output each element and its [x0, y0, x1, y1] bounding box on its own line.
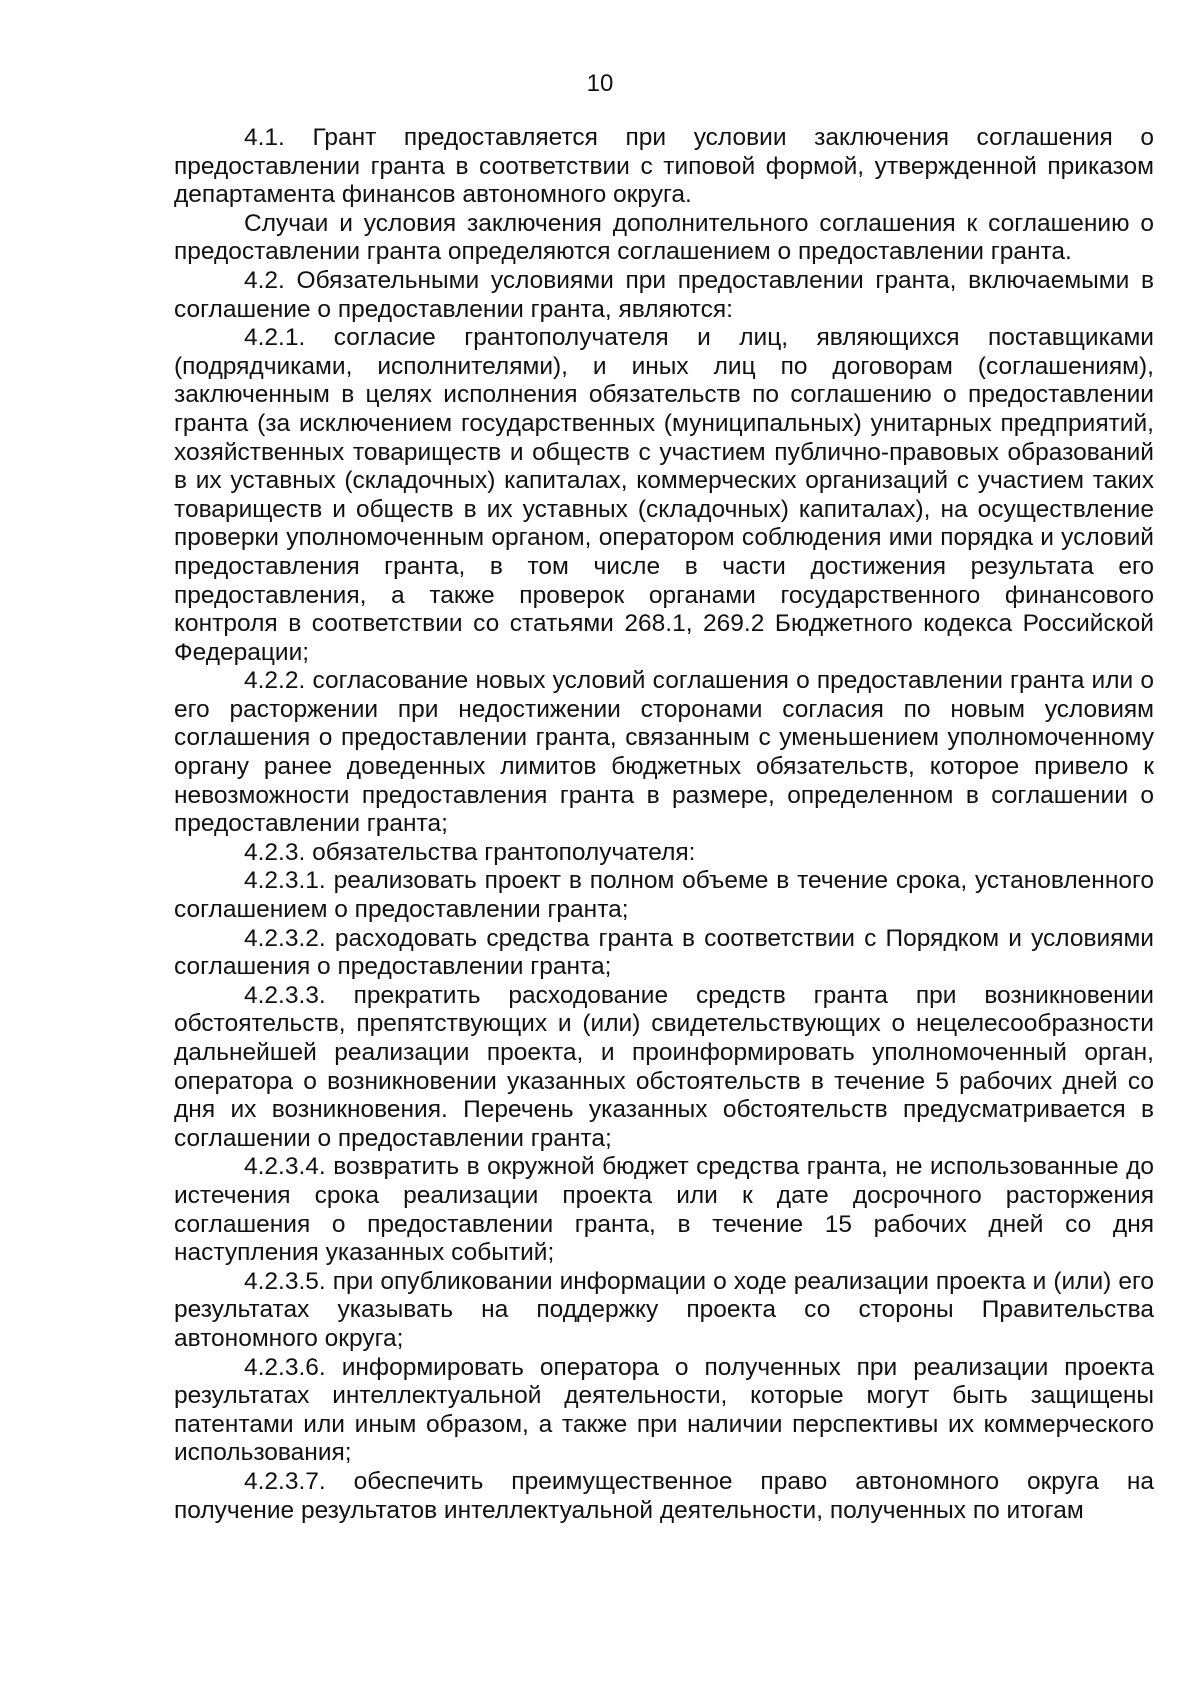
paragraph-4-2-3-3: 4.2.3.3. прекратить расходование средств гранта при возникновении обстоятельств, препятствующих и (или) свидетельствующих о нецелесообразности дальнейшей реализации проекта, и проинформировать уполномоченный орган, оператора о возникновении указанных обстоятельств в течение 5 рабочих дней со дня их возникновения. Перечень указанных обстоятельств предусматривается в соглашении о предоставлении гранта; — [174, 981, 1154, 1152]
paragraph-4-2-3-6: 4.2.3.6. информировать оператора о полученных при реализации проекта результатах интеллектуальной деятельности, которые могут быть защищены патентами или иным образом, а также при наличии перспективы их коммерческого использования; — [174, 1353, 1154, 1467]
paragraph-4-2: 4.2. Обязательными условиями при предоставлении гранта, включаемыми в соглашение о предоставлении гранта, являются: — [174, 266, 1154, 323]
paragraph-4-2-3-5: 4.2.3.5. при опубликовании информации о ходе реализации проекта и (или) его результатах указывать на поддержку проекта со стороны Правительства автономного округа; — [174, 1267, 1154, 1352]
paragraph-4-2-3-7: 4.2.3.7. обеспечить преимущественное право автономного округа на получение результатов интеллектуальной деятельности, полученных по итогам — [174, 1467, 1154, 1524]
paragraph-4-2-1: 4.2.1. согласие грантополучателя и лиц, являющихся поставщиками (подрядчиками, исполнителями), и иных лиц по договорам (соглашениям), заключенным в целях исполнения обязательств по соглашению о предоставлении гранта (за исключением государственных (муниципальных) унитарных предприятий, хозяйственных товариществ и обществ с участием публично-правовых образований в их уставных (складочных) капиталах, коммерческих организаций с участием таких товариществ и обществ в их уставных (складочных) капиталах), на осуществление проверки уполномоченным органом, оператором соблюдения ими порядка и условий предоставления гранта, в том числе в части достижения результата его предоставления, а также проверок органами государственного финансового контроля в соответствии со статьями 268.1, 269.2 Бюджетного кодекса Российской Федерации; — [174, 324, 1154, 666]
paragraph-4-2-3-1: 4.2.3.1. реализовать проект в полном объеме в течение срока, установленного соглашением о предоставлении гранта; — [174, 867, 1154, 924]
paragraph-4-2-3: 4.2.3. обязательства грантополучателя: — [244, 838, 696, 866]
paragraph-4-1: 4.1. Грант предоставляется при условии заключения соглашения о предоставлении гранта в соответствии с типовой формой, утвержденной приказом департамента финансов автономного округа. — [174, 124, 1154, 209]
page-number: 10 — [586, 70, 614, 97]
paragraph-4-2-2: 4.2.2. согласование новых условий соглашения о предоставлении гранта или о его расторжении при недостижении сторонами согласия по новым условиям соглашения о предоставлении гранта, связанным с уменьшением уполномоченному органу ранее доведенных лимитов бюджетных обязательств, которое привело к невозможности предоставления гранта в размере, определенном в соглашении о предоставлении гранта; — [174, 667, 1154, 838]
paragraph-4-2-3-2: 4.2.3.2. расходовать средства гранта в соответствии с Порядком и условиями соглашения о предоставлении гранта; — [174, 924, 1154, 981]
paragraph-additional-agreement: Случаи и условия заключения дополнительного соглашения к соглашению о предоставлении гранта определяются соглашением о предоставлении гранта. — [174, 209, 1154, 266]
paragraph-4-2-3-4: 4.2.3.4. возвратить в окружной бюджет средства гранта, не использованные до истечения срока реализации проекта или к дате досрочного расторжения соглашения о предоставлении гранта, в течение 15 рабочих дней со дня наступления указанных событий; — [174, 1153, 1154, 1267]
document-body — [174, 124, 1154, 1525]
